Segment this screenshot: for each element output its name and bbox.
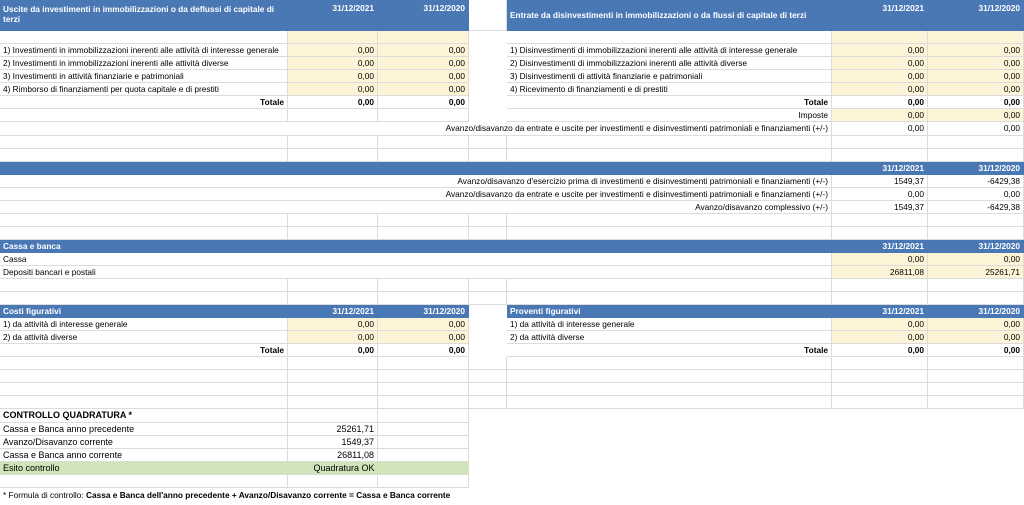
costi-row-2-2020[interactable]: 0,00	[378, 331, 469, 344]
uscite-row-2-2020[interactable]: 0,00	[378, 57, 469, 70]
empty-cell[interactable]	[469, 292, 507, 305]
empty-cell[interactable]	[0, 383, 288, 396]
proventi-header-2021[interactable]: 31/12/2021	[832, 305, 928, 318]
uscite-header-2021[interactable]: 31/12/2021	[288, 0, 378, 31]
empty-cell[interactable]	[469, 136, 507, 149]
empty-cell[interactable]	[378, 409, 469, 423]
empty-cell[interactable]	[378, 136, 469, 149]
empty-cell[interactable]	[832, 292, 928, 305]
avanzo-investimenti-2021[interactable]: 0,00	[832, 122, 928, 136]
uscite-row-4-label[interactable]: 4) Rimborso di finanziamenti per quota capitale e di prestiti	[0, 83, 288, 96]
esito-label[interactable]: Esito controllo	[0, 462, 220, 475]
empty-cell[interactable]	[288, 383, 378, 396]
esito-value[interactable]: Quadratura OK	[220, 462, 469, 475]
avanzo-row-2-label[interactable]: Avanzo/disavanzo da entrate e uscite per investimenti e disinvestimenti patrimoniali e finanziamenti (+/-)	[0, 188, 832, 201]
avanzo-section-header	[0, 162, 832, 175]
empty-cell[interactable]	[832, 227, 928, 240]
empty-cell[interactable]	[378, 396, 469, 409]
avanzo-row-1-2021[interactable]: 1549,37	[832, 175, 928, 188]
costi-row-1-label[interactable]: 1) da attività di interesse generale	[0, 318, 288, 331]
proventi-row-1-2021[interactable]: 0,00	[832, 318, 928, 331]
empty-cell[interactable]	[507, 136, 832, 149]
empty-cell[interactable]	[288, 227, 378, 240]
controllo-row-2-label[interactable]: Avanzo/Disavanzo corrente	[0, 436, 288, 449]
empty-cell[interactable]	[378, 357, 469, 370]
empty-cell[interactable]	[288, 136, 378, 149]
avanzo-row-3-label[interactable]: Avanzo/disavanzo complessivo (+/-)	[0, 201, 832, 214]
empty-cell[interactable]	[507, 149, 832, 162]
controllo-row-2-value[interactable]: 1549,37	[288, 436, 378, 449]
costi-row-1-2020[interactable]: 0,00	[378, 318, 469, 331]
controllo-row-3-label[interactable]: Cassa e Banca anno corrente	[0, 449, 288, 462]
empty-cell[interactable]	[928, 227, 1024, 240]
costi-total-2020[interactable]: 0,00	[378, 344, 469, 357]
entrate-header-title[interactable]: Entrate da disinvestimenti in immobilizzazioni o da flussi di capitale di terzi	[507, 0, 832, 31]
avanzo-row-1-2020[interactable]: -6429,38	[928, 175, 1024, 188]
empty-cell[interactable]	[469, 279, 507, 292]
entrate-row-3-2020[interactable]: 0,00	[928, 70, 1024, 83]
cassa-row-1-2020[interactable]: 0,00	[928, 253, 1024, 266]
empty-cell[interactable]	[832, 357, 928, 370]
controllo-title[interactable]: CONTROLLO QUADRATURA *	[0, 409, 288, 423]
empty-cell[interactable]	[928, 357, 1024, 370]
empty-cell[interactable]	[832, 31, 928, 44]
costi-header-title[interactable]: Costi figurativi	[0, 305, 288, 318]
empty-cell[interactable]	[928, 279, 1024, 292]
empty-cell[interactable]	[0, 214, 288, 227]
avanzo-row-2-2021[interactable]: 0,00	[832, 188, 928, 201]
empty-cell[interactable]	[378, 149, 469, 162]
proventi-row-1-label[interactable]: 1) da attività di interesse generale	[507, 318, 832, 331]
empty-cell[interactable]	[288, 292, 378, 305]
footnote-formula: Cassa e Banca dell'anno precedente + Avanzo/Disavanzo corrente = Cassa e Banca corrente	[86, 489, 451, 500]
entrate-total-2020[interactable]: 0,00	[928, 96, 1024, 109]
entrate-row-1-label[interactable]: 1) Disinvestimenti di immobilizzazioni inerenti alle attività di interesse generale	[507, 44, 832, 57]
empty-cell[interactable]	[469, 149, 507, 162]
costi-total-label[interactable]: Totale	[0, 344, 288, 357]
avanzo-investimenti-label[interactable]: Avanzo/disavanzo da entrate e uscite per investimenti e disinvestimenti patrimoniali e finanziamenti (+/-)	[0, 122, 832, 136]
entrate-row-1-2021[interactable]: 0,00	[832, 44, 928, 57]
entrate-header-2020[interactable]: 31/12/2020	[928, 0, 1024, 31]
proventi-row-2-2021[interactable]: 0,00	[832, 331, 928, 344]
empty-cell[interactable]	[469, 370, 507, 383]
empty-cell[interactable]	[0, 292, 288, 305]
empty-cell[interactable]	[378, 436, 469, 449]
empty-cell[interactable]	[378, 279, 469, 292]
costi-row-1-2021[interactable]: 0,00	[288, 318, 378, 331]
empty-cell[interactable]	[0, 227, 288, 240]
empty-cell[interactable]	[832, 149, 928, 162]
empty-cell[interactable]	[288, 357, 378, 370]
empty-cell[interactable]	[928, 149, 1024, 162]
empty-cell[interactable]	[507, 396, 832, 409]
uscite-header-title[interactable]: Uscite da investimenti in immobilizzazioni o da deflussi di capitale di terzi	[0, 0, 288, 31]
empty-cell[interactable]	[507, 227, 832, 240]
uscite-header-2020[interactable]: 31/12/2020	[378, 0, 469, 31]
empty-cell[interactable]	[288, 279, 378, 292]
empty-cell[interactable]	[0, 279, 288, 292]
cassa-row-1-label[interactable]: Cassa	[0, 253, 832, 266]
costi-row-2-label[interactable]: 2) da attività diverse	[0, 331, 288, 344]
avanzo-row-3-2020[interactable]: -6429,38	[928, 201, 1024, 214]
empty-cell[interactable]	[0, 149, 288, 162]
uscite-row-1-2020[interactable]: 0,00	[378, 44, 469, 57]
imposte-label[interactable]: Imposte	[507, 109, 832, 122]
controllo-row-1-value[interactable]: 25261,71	[288, 423, 378, 436]
empty-cell[interactable]	[469, 383, 507, 396]
empty-cell[interactable]	[469, 357, 507, 370]
costi-row-2-2021[interactable]: 0,00	[288, 331, 378, 344]
imposte-2020[interactable]: 0,00	[928, 109, 1024, 122]
uscite-row-4-2021[interactable]: 0,00	[288, 83, 378, 96]
proventi-header-title[interactable]: Proventi figurativi	[507, 305, 832, 318]
entrate-row-2-2021[interactable]: 0,00	[832, 57, 928, 70]
empty-cell[interactable]	[378, 109, 469, 122]
imposte-2021[interactable]: 0,00	[832, 109, 928, 122]
entrate-row-2-2020[interactable]: 0,00	[928, 57, 1024, 70]
uscite-row-2-label[interactable]: 2) Investimenti in immobilizzazioni inerenti alle attività diverse	[0, 57, 288, 70]
empty-cell[interactable]	[0, 31, 288, 44]
empty-cell[interactable]	[507, 357, 832, 370]
spacer-cell[interactable]	[469, 0, 507, 31]
empty-cell[interactable]	[0, 396, 288, 409]
empty-cell[interactable]	[507, 292, 832, 305]
controllo-row-1-label[interactable]: Cassa e Banca anno precedente	[0, 423, 288, 436]
cassa-header-title[interactable]: Cassa e banca	[0, 240, 832, 253]
empty-cell[interactable]	[0, 475, 288, 488]
avanzo-row-1-label[interactable]: Avanzo/disavanzo d'esercizio prima di investimenti e disinvestimenti patrimoniali e finanziamenti (+/-)	[0, 175, 832, 188]
empty-cell[interactable]	[378, 214, 469, 227]
avanzo-header-2020[interactable]: 31/12/2020	[928, 162, 1024, 175]
empty-cell[interactable]	[507, 383, 832, 396]
empty-cell[interactable]	[378, 475, 469, 488]
empty-cell[interactable]	[928, 396, 1024, 409]
empty-cell[interactable]	[832, 214, 928, 227]
empty-cell[interactable]	[928, 214, 1024, 227]
empty-cell[interactable]	[378, 227, 469, 240]
avanzo-row-2-2020[interactable]: 0,00	[928, 188, 1024, 201]
entrate-row-4-2021[interactable]: 0,00	[832, 83, 928, 96]
entrate-row-3-label[interactable]: 3) Disinvestimenti di attività finanziarie e patrimoniali	[507, 70, 832, 83]
uscite-row-3-label[interactable]: 3) Investimenti in attività finanziarie e patrimoniali	[0, 70, 288, 83]
empty-cell[interactable]	[288, 370, 378, 383]
empty-cell[interactable]	[378, 449, 469, 462]
empty-cell[interactable]	[378, 31, 469, 44]
proventi-row-2-2020[interactable]: 0,00	[928, 331, 1024, 344]
uscite-total-2021[interactable]: 0,00	[288, 96, 378, 109]
entrate-row-1-2020[interactable]: 0,00	[928, 44, 1024, 57]
uscite-row-4-2020[interactable]: 0,00	[378, 83, 469, 96]
empty-cell[interactable]	[832, 396, 928, 409]
costi-header-2020[interactable]: 31/12/2020	[378, 305, 469, 318]
empty-cell[interactable]	[288, 475, 378, 488]
empty-cell[interactable]	[507, 214, 832, 227]
empty-cell[interactable]	[378, 370, 469, 383]
costi-total-2021[interactable]: 0,00	[288, 344, 378, 357]
uscite-total-2020[interactable]: 0,00	[378, 96, 469, 109]
empty-cell[interactable]	[288, 396, 378, 409]
uscite-row-2-2021[interactable]: 0,00	[288, 57, 378, 70]
entrate-row-2-label[interactable]: 2) Disinvestimenti di immobilizzazioni inerenti alle attività diverse	[507, 57, 832, 70]
empty-cell[interactable]	[928, 136, 1024, 149]
empty-cell[interactable]	[288, 149, 378, 162]
entrate-row-4-label[interactable]: 4) Ricevimento di finanziamenti e di prestiti	[507, 83, 832, 96]
empty-cell[interactable]	[378, 383, 469, 396]
cassa-row-1-2021[interactable]: 0,00	[832, 253, 928, 266]
empty-cell[interactable]	[832, 370, 928, 383]
empty-cell[interactable]	[288, 31, 378, 44]
empty-cell[interactable]	[507, 31, 832, 44]
uscite-row-1-label[interactable]: 1) Investimenti in immobilizzazioni inerenti alle attività di interesse generale	[0, 44, 288, 57]
empty-cell[interactable]	[469, 227, 507, 240]
cassa-row-2-label[interactable]: Depositi bancari e postali	[0, 266, 832, 279]
avanzo-header-2021[interactable]: 31/12/2021	[832, 162, 928, 175]
footnote	[0, 488, 700, 502]
cassa-header-2021[interactable]: 31/12/2021	[832, 240, 928, 253]
empty-cell[interactable]	[832, 136, 928, 149]
uscite-row-3-2020[interactable]: 0,00	[378, 70, 469, 83]
empty-cell[interactable]	[832, 279, 928, 292]
empty-cell[interactable]	[469, 396, 507, 409]
empty-cell[interactable]	[928, 383, 1024, 396]
avanzo-investimenti-2020[interactable]: 0,00	[928, 122, 1024, 136]
uscite-total-label[interactable]: Totale	[0, 96, 288, 109]
footnote-prefix: * Formula di controllo:	[3, 489, 87, 500]
cassa-row-2-2021[interactable]: 26811,08	[832, 266, 928, 279]
empty-cell[interactable]	[928, 31, 1024, 44]
entrate-total-label[interactable]: Totale	[507, 96, 832, 109]
empty-cell[interactable]	[378, 292, 469, 305]
cassa-row-2-2020[interactable]: 25261,71	[928, 266, 1024, 279]
uscite-row-1-2021[interactable]: 0,00	[288, 44, 378, 57]
proventi-header-2020[interactable]: 31/12/2020	[928, 305, 1024, 318]
proventi-total-2020[interactable]: 0,00	[928, 344, 1024, 357]
avanzo-row-3-2021[interactable]: 1549,37	[832, 201, 928, 214]
proventi-row-1-2020[interactable]: 0,00	[928, 318, 1024, 331]
empty-cell[interactable]	[507, 370, 832, 383]
empty-cell[interactable]	[0, 136, 288, 149]
empty-cell[interactable]	[288, 109, 378, 122]
empty-cell[interactable]	[0, 357, 288, 370]
cassa-header-2020[interactable]: 31/12/2020	[928, 240, 1024, 253]
costi-header-2021[interactable]: 31/12/2021	[288, 305, 378, 318]
controllo-row-3-value[interactable]: 26811,08	[288, 449, 378, 462]
empty-cell[interactable]	[0, 370, 288, 383]
empty-cell[interactable]	[378, 423, 469, 436]
empty-cell[interactable]	[928, 370, 1024, 383]
entrate-header-2021[interactable]: 31/12/2021	[832, 0, 928, 31]
proventi-row-2-label[interactable]: 2) da attività diverse	[507, 331, 832, 344]
empty-cell[interactable]	[0, 109, 288, 122]
empty-cell[interactable]	[288, 409, 378, 423]
entrate-total-2021[interactable]: 0,00	[832, 96, 928, 109]
entrate-row-3-2021[interactable]: 0,00	[832, 70, 928, 83]
empty-cell[interactable]	[832, 383, 928, 396]
proventi-total-label[interactable]: Totale	[507, 344, 832, 357]
empty-cell[interactable]	[928, 292, 1024, 305]
entrate-row-4-2020[interactable]: 0,00	[928, 83, 1024, 96]
empty-cell[interactable]	[469, 214, 507, 227]
proventi-total-2021[interactable]: 0,00	[832, 344, 928, 357]
empty-cell[interactable]	[507, 279, 832, 292]
empty-cell[interactable]	[288, 214, 378, 227]
uscite-row-3-2021[interactable]: 0,00	[288, 70, 378, 83]
